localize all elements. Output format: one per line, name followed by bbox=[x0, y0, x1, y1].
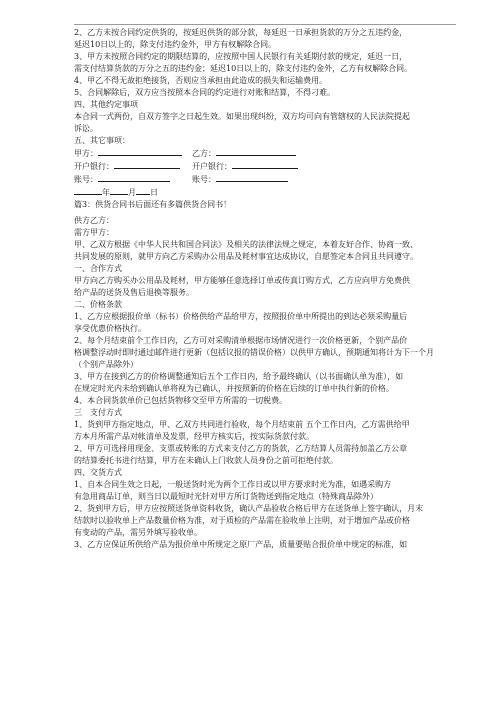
text-line: 3、甲方未按照合同约定的期限结算的，应按照中国人民银行有关延期付款的规定，延迟一日， bbox=[74, 52, 408, 61]
account-row bbox=[74, 173, 456, 186]
party-b-blank bbox=[216, 147, 296, 156]
text-line: 3、乙方应保证所供给产品为报价单中所规定之原厂产品，质量要贴合报价单中规定的标准，如 bbox=[74, 540, 408, 549]
account-a-label: 账号： bbox=[74, 175, 98, 184]
text-line: （个别产品除外） bbox=[74, 360, 138, 369]
account-b-blank bbox=[216, 173, 288, 182]
clause-1-body bbox=[74, 275, 456, 299]
text-line: 格调整浮动时即时通过邮件进行更新（包括议报的错误价格）以供甲方确认，预期通知将计为下一个月 bbox=[74, 348, 434, 357]
bank-row bbox=[74, 160, 456, 173]
text-line: 3、甲方在接到乙方的价格调整通知后五个工作日内，给予最终确认（以书面确认单为准），如 bbox=[74, 372, 404, 381]
party-a-label: 甲方： bbox=[74, 149, 98, 158]
section-5-title: 五、其它事项： bbox=[74, 136, 130, 145]
text-line: 4、甲乙不得无故拒绝接货，否则应当承担由此造成的损失和运输费用。 bbox=[74, 76, 328, 85]
clause-2-title: 二、价格条款 bbox=[74, 300, 122, 309]
year-blank bbox=[74, 186, 102, 195]
intro-clauses bbox=[74, 27, 456, 99]
day-blank bbox=[136, 186, 150, 195]
bank-a-label: 开户银行： bbox=[74, 162, 114, 171]
text-line: 有变动的产品，需另外填写验收单。 bbox=[74, 528, 202, 537]
bank-b-blank bbox=[232, 160, 298, 169]
section-4-body bbox=[74, 111, 456, 135]
text-line: 延迟10日以上的，除支付违约金外，甲方有权解除合同。 bbox=[74, 40, 277, 49]
party-b-label: 乙方： bbox=[192, 149, 216, 158]
clause-4-body bbox=[74, 479, 456, 551]
text-line: 5、合同解除后，双方应当按照本合同的约定进行对账和结算，不得刁难。 bbox=[74, 88, 336, 97]
month-label: 月 bbox=[128, 188, 136, 197]
bank-b-label: 开户银行： bbox=[192, 162, 232, 171]
text-line: 1、乙方应根据报价单（标书）价格供给产品给甲方，按照报价单中所提出的到达必须采购量后 bbox=[74, 312, 408, 321]
month-blank bbox=[110, 186, 128, 195]
supplier-label: 供方乙方： bbox=[74, 216, 114, 225]
text-line: 2、货到甲方后，甲方应按照送货单资料收货，确认产品验收合格后甲方在送货单上签字确认，月末 bbox=[74, 504, 424, 513]
buyer-label: 需方甲方： bbox=[74, 228, 114, 237]
clause-3-body bbox=[74, 419, 456, 467]
text-line: 甲方向乙方购买办公用品及耗材，甲方能够任意选择订单或传真订购方式，乙方应向甲方免费供 bbox=[74, 276, 410, 285]
year-label: 年 bbox=[102, 188, 110, 197]
text-line: 2、每个月结束前个工作日内，乙方可对采购清单根据市场情况进行一次价格更新，个别产品价 bbox=[74, 336, 408, 345]
day-label: 日 bbox=[150, 188, 158, 197]
clause-3-title: 三 支付方式 bbox=[74, 408, 122, 417]
date-row bbox=[74, 186, 456, 199]
account-a-blank bbox=[98, 173, 170, 182]
text-line: 享受优惠价格执行。 bbox=[74, 324, 146, 333]
text-line: 的结算委托书进行结算，甲方在未确认上门收款人员身份之前可拒绝付款。 bbox=[74, 456, 338, 465]
text-line: 甲、乙双方根据《中华人民共和国合同法》及相关的法律法规之规定，本着友好合作、协商一致、 bbox=[74, 240, 418, 249]
text-line: 给产品的送货及售后退换等服务。 bbox=[74, 288, 194, 297]
text-line: 结款时以验收单上产品数量价格为准，对于质检的产品需在验收单上注明，对于增加产品或价格 bbox=[74, 516, 410, 525]
account-b-label: 账号： bbox=[192, 175, 216, 184]
text-line: 2、乙方未按合同约定供货的，按延迟供货的部分款，每延迟一日承担货款的万分之五违约金， bbox=[74, 28, 408, 37]
top-divider-line bbox=[74, 24, 456, 25]
text-line: 1、货到甲方指定地点，甲、乙双方共同进行验收，每个月结束前 五个工作日内，乙方需供给甲 bbox=[74, 420, 410, 429]
party-row bbox=[74, 147, 456, 160]
text-line: 有急用商品订单，则当日以最短时光针对甲方所订货物送到指定地点（特殊商品除外） bbox=[74, 492, 378, 501]
party-a-blank bbox=[98, 147, 182, 156]
text-line: 4、本合同货款单价已包括货物移交至甲方所需的一切税费。 bbox=[74, 396, 288, 405]
clause-2-body bbox=[74, 311, 456, 407]
clause-1-title: 一、合作方式 bbox=[74, 264, 122, 273]
text-line: 2、甲方可选择用现金、支票或转账的方式来支付乙方的货款，乙方结算人员需持加盖乙方公章 bbox=[74, 444, 408, 453]
section-4-title: 四、其他约定事项 bbox=[74, 100, 138, 109]
preamble bbox=[74, 239, 456, 263]
text-line: 诉讼。 bbox=[74, 124, 98, 133]
text-line: 方本月所需产品对帐清单及发票，经甲方核实后，按实际货款付款。 bbox=[74, 432, 314, 441]
text-line: 在规定时光内未给到确认单将视为已确认，并按照新的价格在后续的订单中执行新的价格。 bbox=[74, 384, 394, 393]
bank-a-blank bbox=[114, 160, 180, 169]
text-line: 本合同一式两份，自双方签字之日起生效。如果出现纠纷，双方均可向有管辖权的人民法院提起 bbox=[74, 112, 410, 121]
text-line: 需支付结算货款的万分之五的违约金；延迟10日以上的，除支付违约金外，乙方有权解除合同。 bbox=[74, 64, 413, 73]
article-3-title: 篇3：供货合同书后面还有多篇供货合同书！ bbox=[74, 200, 232, 209]
clause-4-title: 四、交货方式 bbox=[74, 468, 122, 477]
text-line: 1、自本合同生效之日起，一般送货时光为两个工作日或以甲方要求时光为准，如遇采购方 bbox=[74, 480, 392, 489]
text-line: 共同发展的原则，就甲方向乙方采购办公用品及耗材事宜达成协议，自愿签定本合同且共同遵守。 bbox=[74, 252, 418, 261]
